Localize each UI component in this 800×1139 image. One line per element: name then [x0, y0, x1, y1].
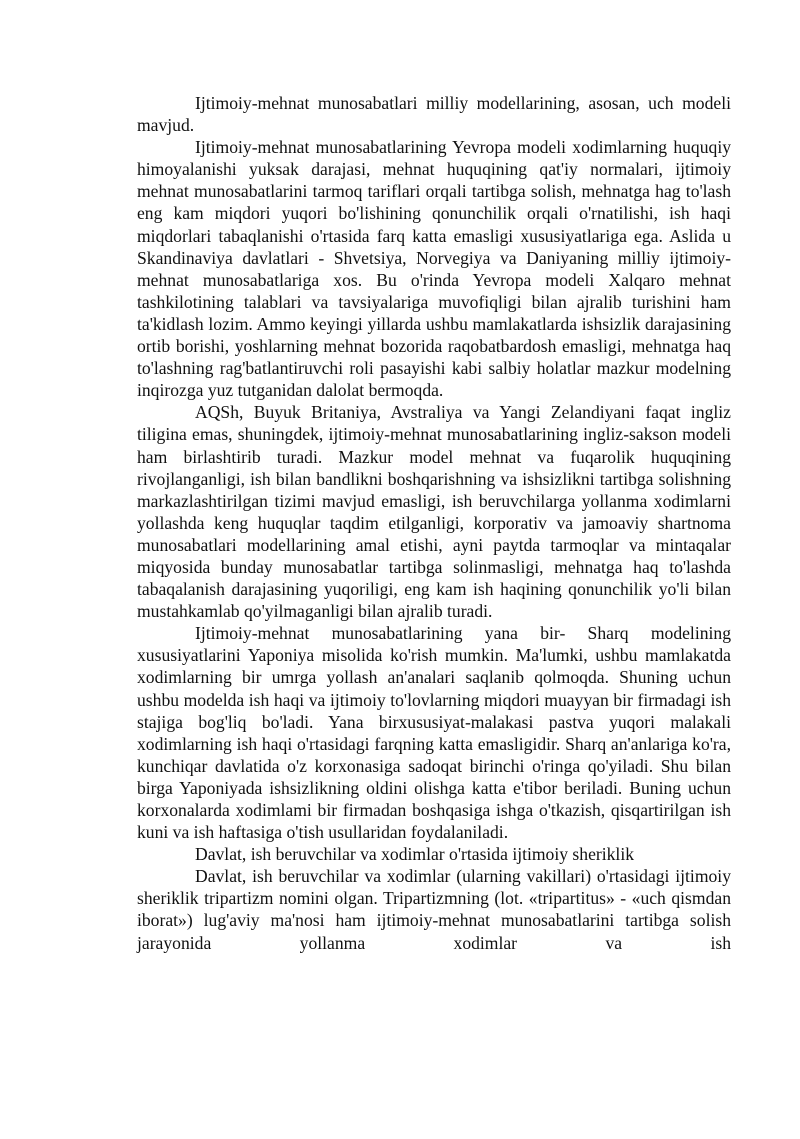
- document-page: [137, 92, 731, 954]
- paragraph-models-intro: Ijtimoiy-mehnat munosabatlari milliy modellarining, asosan, uch modeli mavjud.: [137, 93, 731, 136]
- section-heading-social-partnership: Davlat, ish beruvchilar va xodimlar o'rtasida ijtimoiy sheriklik: [195, 844, 635, 865]
- paragraph-tripartism: Davlat, ish beruvchilar va xodimlar (ularning vakillari) o'rtasidagi ijtimoiy sheriklik tripartizm nomini olgan. Tripartizmning (lot. «tripartitus» - «uch qismdan iborat») lug'aviy ma'nosi ham ijtimoiy-mehnat munosabatlarini tartibga solish jarayonida yollanma xodimlar va ish: [137, 866, 731, 953]
- paragraph-eastern-model: Ijtimoiy-mehnat munosabatlarining yana bir- Sharq modelining xususiyatlarini Yaponiya misolida ko'rish mumkin. Ma'lumki, ushbu mamlakatda xodimlarning bir umrga yollash an'analari saqlanib qolmoqda. Shuning uchun ushbu modelda ish haqi va ijtimoiy to'lovlarning miqdori muayyan bir firmadagi ish stajiga bog'liq bo'ladi. Yana birxususiyat-malakasi pastva yuqori malakali xodimlarning ish haqi o'rtasidagi farqning katta emasligidir. Sharq an'anlariga ko'ra, kunchiqar davlatida o'z korxonasiga sadoqat birinchi o'ringa qo'yiladi. Shu bilan birga Yaponiyada ishsizlikning oldini olishga katta e'tibor beriladi. Buning uchun korxonalarda xodimlami bir firmadan boshqasiga ishga o'tkazish, qisqartirilgan ish kuni va ish haftasiga o'tish usullaridan foydalaniladi.: [137, 623, 731, 843]
- paragraph-anglo-saxon-model: AQSh, Buyuk Britaniya, Avstraliya va Yangi Zelandiyani faqat ingliz tiligina emas, shuningdek, ijtimoiy-mehnat munosabatlarining ingliz-sakson modeli ham birlashtirib turadi. Mazkur model mehnat va fuqarolik huquqining rivojlanganligi, ish bilan bandlikni boshqarishning va ishsizlikni tartibga solishning markazlashtirilgan tizimi mavjud emasligi, ish beruvchilarga yollanma xodimlarni yollashda keng huquqlar taqdim etilganligi, korporativ va jamoaviy shartnoma munosabatlari modellarining amal etishi, ayni paytda tarmoqlar va mintaqalar miqyosida bunday munosabatlar tartibga solinmasligi, mehnatga haq to'lashda tabaqalanish darajasining yuqoriligi, eng kam ish haqining qonunchilik yo'li bilan mustahkamlab qo'yilmaganligi bilan ajralib turadi.: [137, 402, 731, 622]
- paragraph-european-model: Ijtimoiy-mehnat munosabatlarining Yevropa modeli xodimlarning huquqiy himoyalanishi yuksak darajasi, mehnat huquqining qat'iy normalari, ijtimoiy mehnat munosabatlarini tarmoq tariflari orqali tartibga solish, mehnatga hag to'lash eng kam miqdori yuqori bo'lishining qonunchilik orqali o'rnatilishi, ish haqi miqdorlari tabaqlanishi o'rtasida farq katta emasligi xususiyatlariga ega. Aslida u Skandinaviya davlatlari - Shvetsiya, Norvegiya va Daniyaning milliy ijtimoiy-mehnat munosabatlariga xos. Bu o'rinda Yevropa modeli Xalqaro mehnat tashkilotining talablari va tavsiyalariga muvofiqligi bilan ajralib turishini ham ta'kidlash lozim. Ammo keyingi yillarda ushbu mamlakatlarda ishsizlik darajasining ortib borishi, yoshlarning mehnat bozorida raqobatbardosh emasligi, mehnatga haq to'lashning rag'batlantiruvchi roli pasayishi kabi salbiy holatlar mazkur modelning inqirozga yuz tutganidan dalolat bermoqda.: [137, 137, 731, 401]
